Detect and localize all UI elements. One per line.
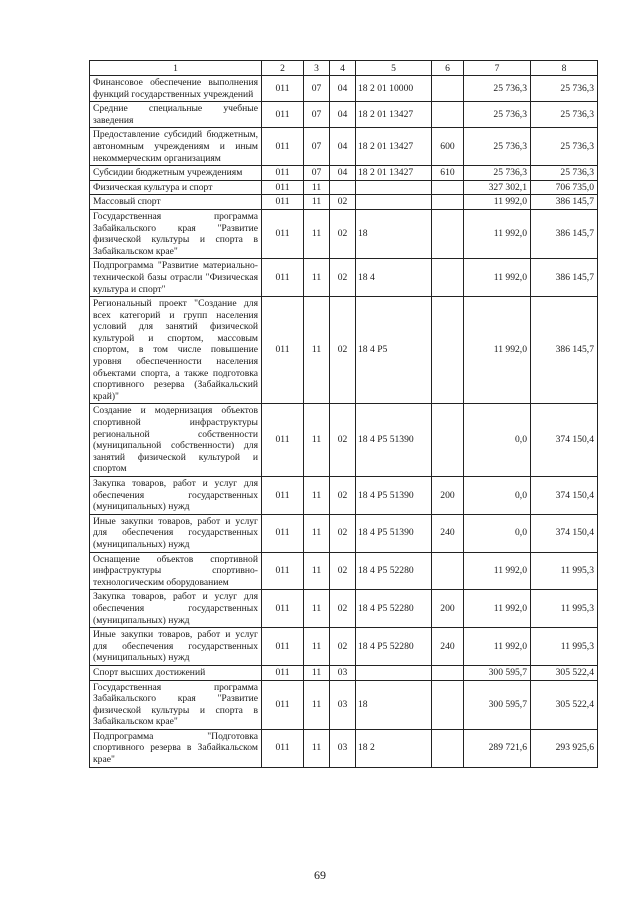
subsection-code: 04	[330, 128, 356, 166]
column-header: 7	[464, 61, 531, 76]
subsection-code: 02	[330, 259, 356, 297]
ministry-code: 011	[262, 195, 304, 210]
amount-col7: 25 736,3	[464, 166, 531, 181]
subsection-code: 04	[330, 166, 356, 181]
target-article-code: 18 4 P5 52280	[356, 590, 432, 628]
row-name: Оснащение объектов спортивной инфраструктуры спортивно-технологическим оборудованием	[90, 552, 262, 590]
amount-col8: 25 736,3	[531, 166, 598, 181]
ministry-code: 011	[262, 297, 304, 404]
expense-type-code	[432, 729, 464, 767]
section-code: 11	[304, 195, 330, 210]
amount-col8: 293 925,6	[531, 729, 598, 767]
section-code: 07	[304, 102, 330, 128]
row-name: Иные закупки товаров, работ и услуг для обеспечения государственных (муниципальных) нужд	[90, 514, 262, 552]
section-code: 11	[304, 209, 330, 258]
budget-table	[89, 60, 598, 768]
amount-col7: 0,0	[464, 514, 531, 552]
ministry-code: 011	[262, 552, 304, 590]
amount-col7: 25 736,3	[464, 102, 531, 128]
column-header: 6	[432, 61, 464, 76]
subsection-code: 02	[330, 552, 356, 590]
row-name: Закупка товаров, работ и услуг для обеспечения государственных (муниципальных) нужд	[90, 590, 262, 628]
amount-col7: 327 302,1	[464, 180, 531, 195]
subsection-code: 03	[330, 680, 356, 729]
subsection-code	[330, 180, 356, 195]
row-name: Подпрограмма "Развитие материально-технической базы отрасли "Физическая культура и спорт"	[90, 259, 262, 297]
target-article-code	[356, 665, 432, 680]
table-row	[90, 665, 598, 680]
amount-col7: 11 992,0	[464, 195, 531, 210]
section-code: 11	[304, 404, 330, 477]
row-name: Предоставление субсидий бюджетным, автономным учреждениям и иным некоммерческим организациям	[90, 128, 262, 166]
row-name: Подпрограмма "Подготовка спортивного резерва в Забайкальском крае"	[90, 729, 262, 767]
table-row	[90, 180, 598, 195]
amount-col8: 11 995,3	[531, 590, 598, 628]
amount-col8: 11 995,3	[531, 552, 598, 590]
target-article-code	[356, 180, 432, 195]
expense-type-code: 240	[432, 514, 464, 552]
expense-type-code: 200	[432, 477, 464, 515]
column-header: 4	[330, 61, 356, 76]
ministry-code: 011	[262, 102, 304, 128]
row-name: Средние специальные учебные заведения	[90, 102, 262, 128]
target-article-code: 18 4	[356, 259, 432, 297]
ministry-code: 011	[262, 180, 304, 195]
row-name: Субсидии бюджетным учреждениям	[90, 166, 262, 181]
table-row	[90, 628, 598, 666]
target-article-code: 18 4 P5 51390	[356, 404, 432, 477]
expense-type-code	[432, 680, 464, 729]
subsection-code: 02	[330, 628, 356, 666]
target-article-code: 18 4 P5 51390	[356, 477, 432, 515]
ministry-code: 011	[262, 514, 304, 552]
target-article-code	[356, 195, 432, 210]
column-header: 3	[304, 61, 330, 76]
amount-col8: 305 522,4	[531, 680, 598, 729]
section-code: 11	[304, 590, 330, 628]
column-header: 5	[356, 61, 432, 76]
target-article-code: 18 4 P5	[356, 297, 432, 404]
table-row	[90, 590, 598, 628]
amount-col7: 11 992,0	[464, 297, 531, 404]
subsection-code: 02	[330, 404, 356, 477]
ministry-code: 011	[262, 76, 304, 102]
section-code: 11	[304, 665, 330, 680]
ministry-code: 011	[262, 259, 304, 297]
subsection-code: 02	[330, 297, 356, 404]
subsection-code: 02	[330, 477, 356, 515]
row-name: Создание и модернизация объектов спортивной инфраструктуры региональной собственности (муниципальной собственности) для занятий физической культурой и спортом	[90, 404, 262, 477]
amount-col7: 0,0	[464, 404, 531, 477]
table-row	[90, 404, 598, 477]
amount-col7: 25 736,3	[464, 128, 531, 166]
table-row	[90, 259, 598, 297]
row-name: Государственная программа Забайкальского края "Развитие физической культуры и спорта в Забайкальском крае"	[90, 680, 262, 729]
subsection-code: 02	[330, 209, 356, 258]
subsection-code: 03	[330, 665, 356, 680]
expense-type-code	[432, 102, 464, 128]
expense-type-code	[432, 404, 464, 477]
amount-col8: 386 145,7	[531, 195, 598, 210]
target-article-code: 18	[356, 209, 432, 258]
expense-type-code	[432, 195, 464, 210]
amount-col8: 25 736,3	[531, 76, 598, 102]
amount-col7: 11 992,0	[464, 552, 531, 590]
row-name: Закупка товаров, работ и услуг для обеспечения государственных (муниципальных) нужд	[90, 477, 262, 515]
header-row	[90, 61, 598, 76]
target-article-code: 18 4 P5 52280	[356, 628, 432, 666]
section-code: 07	[304, 128, 330, 166]
section-code: 11	[304, 680, 330, 729]
row-name: Массовый спорт	[90, 195, 262, 210]
row-name: Государственная программа Забайкальского края "Развитие физической культуры и спорта в Забайкальском крае"	[90, 209, 262, 258]
subsection-code: 02	[330, 514, 356, 552]
amount-col7: 300 595,7	[464, 665, 531, 680]
subsection-code: 02	[330, 195, 356, 210]
row-name: Спорт высших достижений	[90, 665, 262, 680]
row-name: Иные закупки товаров, работ и услуг для обеспечения государственных (муниципальных) нужд	[90, 628, 262, 666]
expense-type-code	[432, 665, 464, 680]
ministry-code: 011	[262, 166, 304, 181]
table-row	[90, 195, 598, 210]
table-row	[90, 477, 598, 515]
section-code: 11	[304, 180, 330, 195]
table-body	[90, 76, 598, 768]
table-row	[90, 552, 598, 590]
section-code: 11	[304, 552, 330, 590]
ministry-code: 011	[262, 590, 304, 628]
target-article-code: 18 2 01 13427	[356, 128, 432, 166]
target-article-code: 18 2 01 13427	[356, 102, 432, 128]
ministry-code: 011	[262, 680, 304, 729]
amount-col8: 386 145,7	[531, 209, 598, 258]
amount-col8: 374 150,4	[531, 404, 598, 477]
expense-type-code: 610	[432, 166, 464, 181]
row-name: Региональный проект "Создание для всех категорий и групп населения условий для занятий физической культурой и спортом, массовым спортом, в том числе повышение уровня обеспеченности населения объектами спорта, а также подготовка спортивного резерва (Забайкальский край)"	[90, 297, 262, 404]
expense-type-code	[432, 297, 464, 404]
amount-col8: 305 522,4	[531, 665, 598, 680]
target-article-code: 18 4 P5 52280	[356, 552, 432, 590]
expense-type-code	[432, 76, 464, 102]
amount-col7: 11 992,0	[464, 259, 531, 297]
subsection-code: 04	[330, 102, 356, 128]
expense-type-code: 240	[432, 628, 464, 666]
amount-col8: 25 736,3	[531, 128, 598, 166]
page-number: 69	[314, 868, 326, 882]
ministry-code: 011	[262, 628, 304, 666]
subsection-code: 04	[330, 76, 356, 102]
ministry-code: 011	[262, 404, 304, 477]
section-code: 11	[304, 514, 330, 552]
table-row	[90, 514, 598, 552]
section-code: 07	[304, 76, 330, 102]
amount-col8: 374 150,4	[531, 477, 598, 515]
amount-col7: 11 992,0	[464, 590, 531, 628]
row-name: Финансовое обеспечение выполнения функций государственных учреждений	[90, 76, 262, 102]
amount-col8: 25 736,3	[531, 102, 598, 128]
expense-type-code	[432, 552, 464, 590]
amount-col7: 25 736,3	[464, 76, 531, 102]
ministry-code: 011	[262, 729, 304, 767]
table-row	[90, 102, 598, 128]
target-article-code: 18 2	[356, 729, 432, 767]
column-header: 2	[262, 61, 304, 76]
column-header: 8	[531, 61, 598, 76]
amount-col7: 289 721,6	[464, 729, 531, 767]
section-code: 07	[304, 166, 330, 181]
amount-col8: 11 995,3	[531, 628, 598, 666]
amount-col8: 386 145,7	[531, 259, 598, 297]
target-article-code: 18	[356, 680, 432, 729]
target-article-code: 18 4 P5 51390	[356, 514, 432, 552]
expense-type-code	[432, 180, 464, 195]
ministry-code: 011	[262, 665, 304, 680]
amount-col7: 11 992,0	[464, 628, 531, 666]
section-code: 11	[304, 628, 330, 666]
table-row	[90, 76, 598, 102]
amount-col7: 0,0	[464, 477, 531, 515]
expense-type-code: 600	[432, 128, 464, 166]
expense-type-code	[432, 259, 464, 297]
table-row	[90, 297, 598, 404]
ministry-code: 011	[262, 477, 304, 515]
amount-col8: 374 150,4	[531, 514, 598, 552]
amount-col8: 386 145,7	[531, 297, 598, 404]
expense-type-code: 200	[432, 590, 464, 628]
subsection-code: 03	[330, 729, 356, 767]
table-row	[90, 209, 598, 258]
target-article-code: 18 2 01 13427	[356, 166, 432, 181]
section-code: 11	[304, 259, 330, 297]
ministry-code: 011	[262, 209, 304, 258]
ministry-code: 011	[262, 128, 304, 166]
amount-col7: 11 992,0	[464, 209, 531, 258]
section-code: 11	[304, 477, 330, 515]
expense-type-code	[432, 209, 464, 258]
amount-col8: 706 735,0	[531, 180, 598, 195]
row-name: Физическая культура и спорт	[90, 180, 262, 195]
table-row	[90, 680, 598, 729]
target-article-code: 18 2 01 10000	[356, 76, 432, 102]
table-row	[90, 128, 598, 166]
table-row	[90, 729, 598, 767]
section-code: 11	[304, 729, 330, 767]
table-row	[90, 166, 598, 181]
column-header: 1	[90, 61, 262, 76]
amount-col7: 300 595,7	[464, 680, 531, 729]
subsection-code: 02	[330, 590, 356, 628]
section-code: 11	[304, 297, 330, 404]
